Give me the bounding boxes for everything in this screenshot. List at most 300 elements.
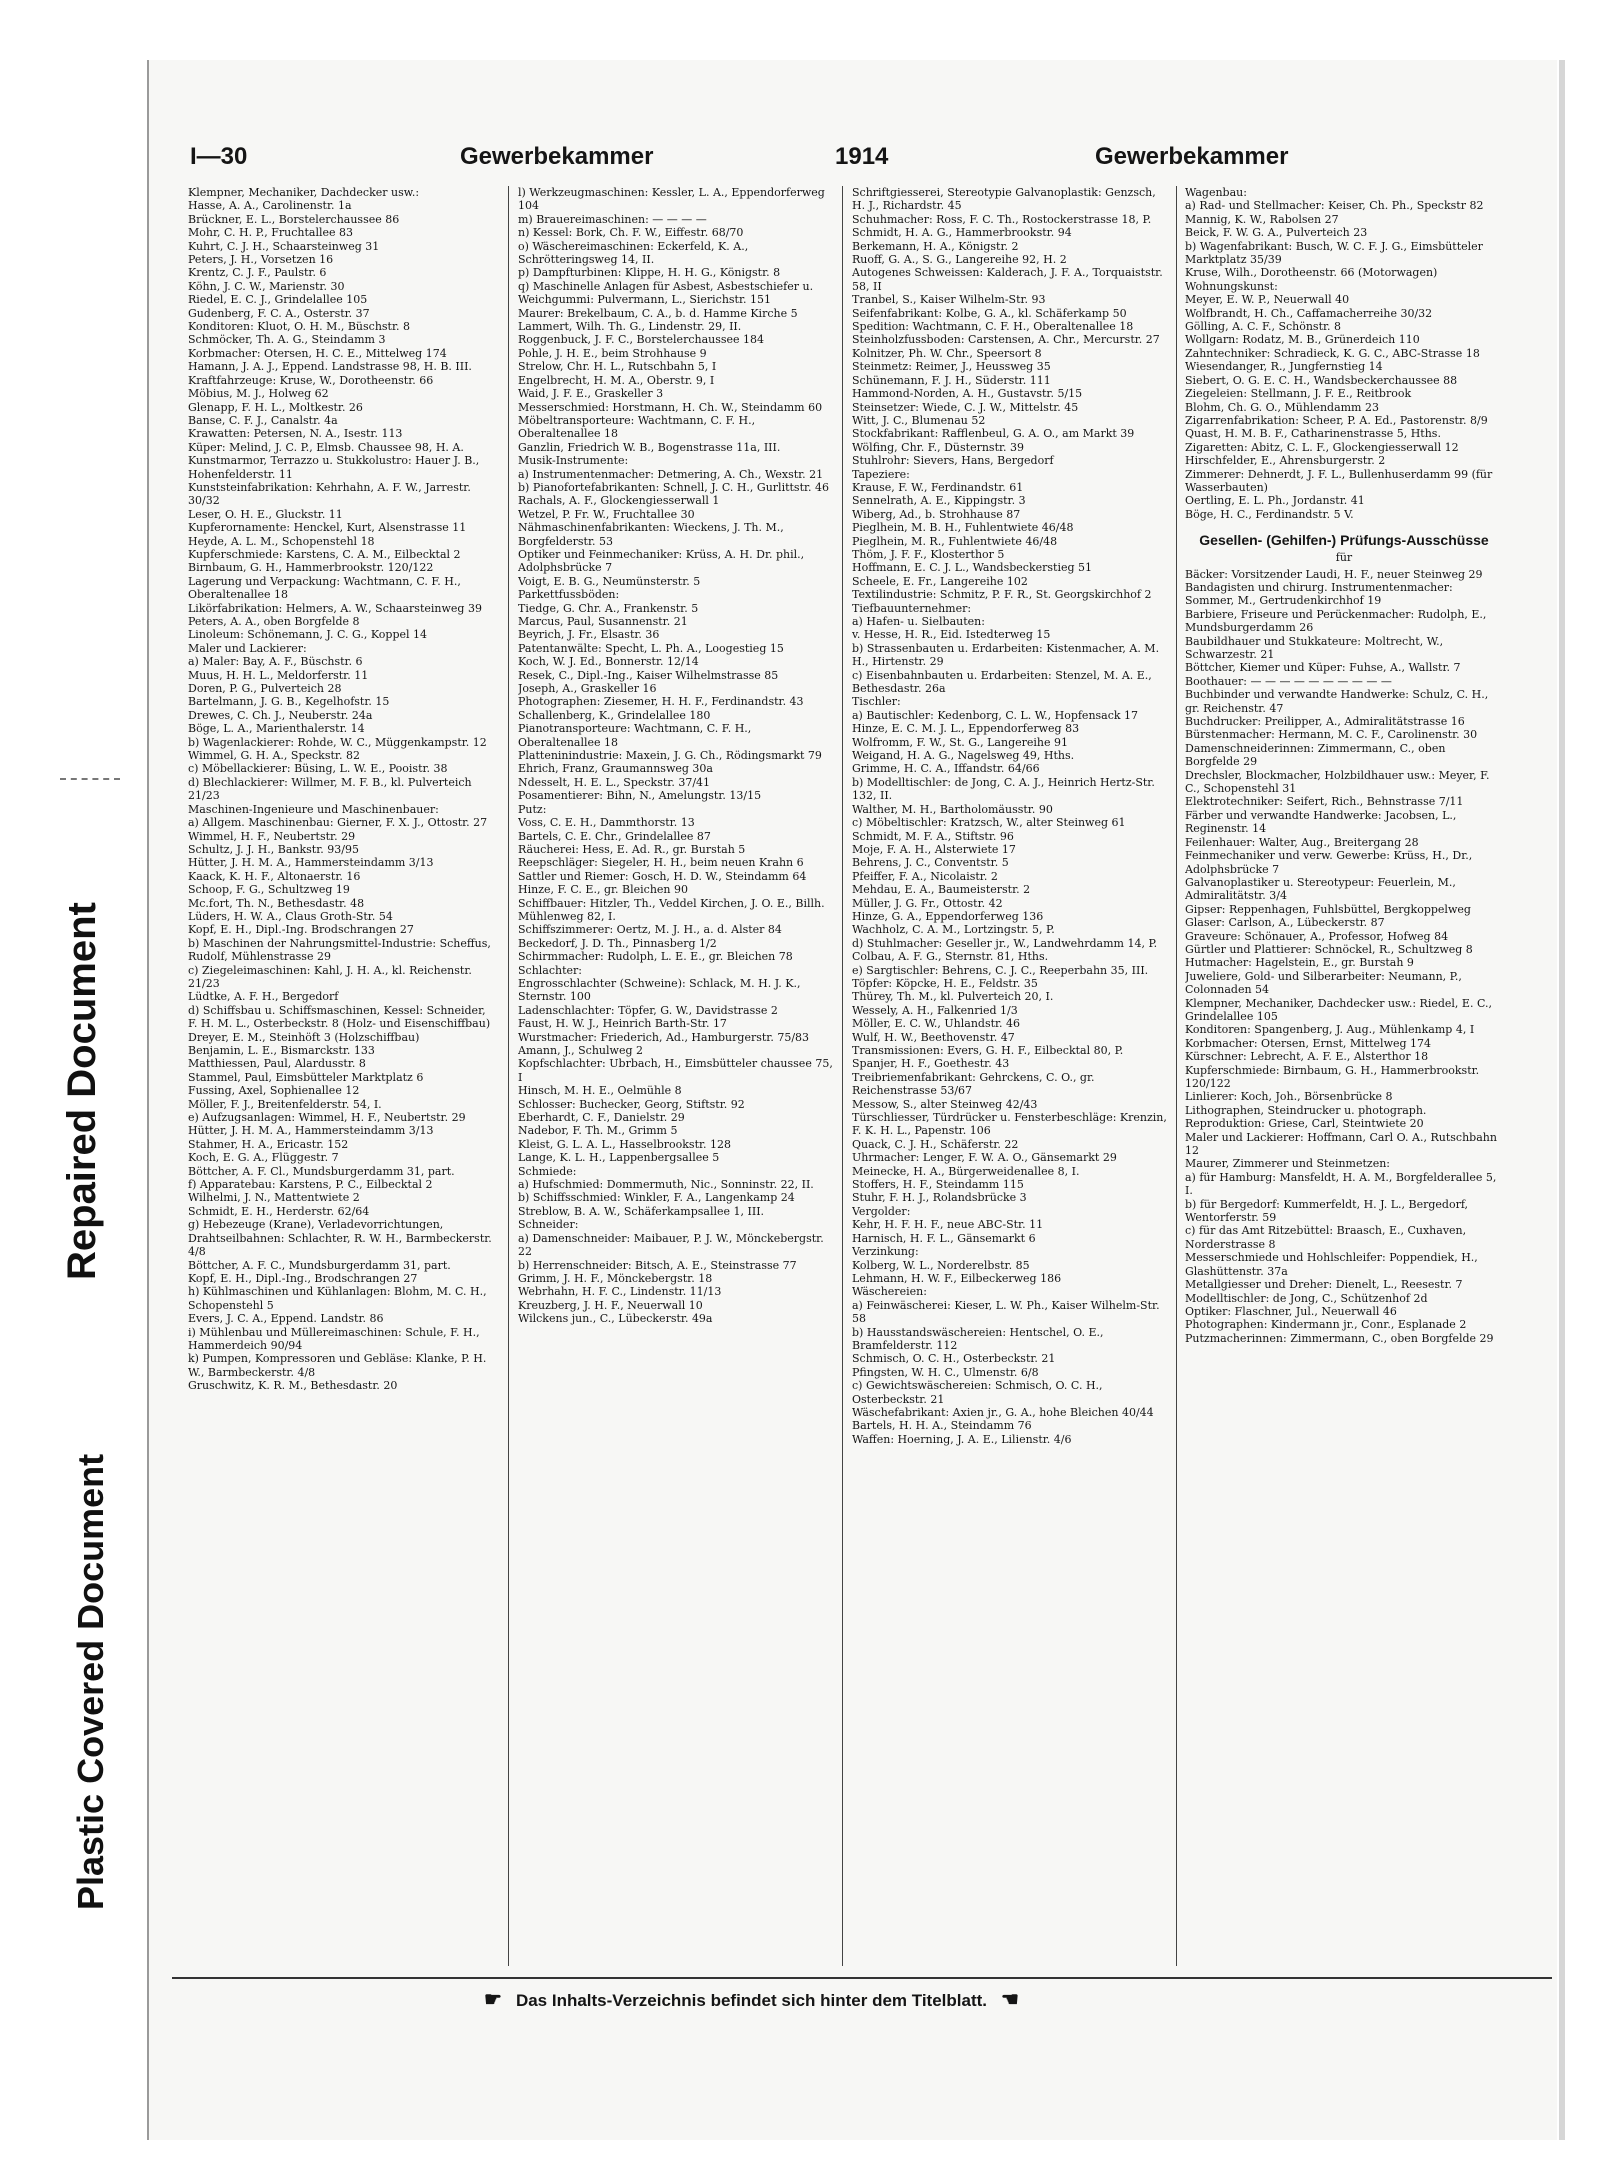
directory-entry: Zahntechniker: Schradieck, K. G. C., ABC-Strasse 18: [1185, 346, 1480, 360]
directory-entry: b) Schiffsschmied: Winkler, F. A., Langenkamp 24: [518, 1191, 795, 1205]
directory-entry: Wohnungskunst:: [1185, 279, 1278, 293]
directory-entry: Strelow, Chr. H. L., Rutschbahn 5, I: [518, 360, 717, 374]
footer-note: [470, 1987, 1033, 2012]
directory-entry: Vergolder:: [852, 1204, 911, 1218]
directory-entry: Schirmmacher: Rudolph, L. E. E., gr. Bleichen 78: [518, 950, 793, 964]
directory-entry: Lammert, Wilh. Th. G., Lindenstr. 29, II.: [518, 320, 742, 334]
directory-entry: c) Möbeltischler: Kratzsch, W., alter Steinweg 61: [852, 816, 1126, 830]
directory-entry: Kopf, E. H., Dipl.-Ing. Brodschrangen 27: [188, 923, 414, 937]
directory-entry: Kraftfahrzeuge: Kruse, W., Dorotheenstr. 66: [188, 373, 434, 387]
directory-entry: Stuhlrohr: Sievers, Hans, Bergedorf: [852, 454, 1054, 468]
directory-entry: Dreyer, E. M., Steinhöft 3 (Holzschiffbau): [188, 1030, 420, 1044]
directory-entry: Hirschfelder, E., Ahrensburgerstr. 2: [1185, 454, 1386, 468]
directory-entry: Böttcher, A. F. Cl., Mundsburgerdamm 31, part.: [188, 1164, 455, 1178]
header-left-title: Gewerbekammer: [460, 143, 654, 170]
directory-entry: Sattler und Riemer: Gosch, H. D. W., Steindamm 64: [518, 869, 807, 883]
directory-entry: Treibriemenfabrikant: Gehrckens, C. O., gr. Reichenstrasse 53/67: [852, 1070, 1095, 1098]
directory-entry: Muus, H. H. L., Meldorferstr. 11: [188, 668, 369, 682]
directory-entry: Pohle, J. H. E., beim Strohhause 9: [518, 346, 707, 360]
directory-entry: Rachals, A. F., Glockengiesserwall 1: [518, 494, 720, 508]
directory-entry: Grimme, H. C. A., Iffandstr. 64/66: [852, 762, 1040, 776]
directory-entry: Fussing, Axel, Sophienallee 12: [188, 1084, 360, 1098]
pointing-hand-icon: ☛: [484, 1989, 502, 2011]
side-labels: [60, 780, 130, 1920]
directory-entry: Konditoren: Spangenberg, J. Aug., Mühlenkamp 4, I: [1185, 1023, 1475, 1037]
directory-entry: Hamann, J. A. J., Eppend. Landstrasse 98, H. B. III.: [188, 360, 472, 374]
directory-entry: Wilhelmi, J. N., Mattentwiete 2: [188, 1191, 360, 1205]
directory-entry: Voigt, E. B. G., Neumünsterstr. 5: [518, 574, 701, 588]
directory-entry: Gudenberg, F. C. A., Osterstr. 37: [188, 306, 370, 320]
column-3: [852, 186, 1167, 1966]
pointing-hand-icon: ☚: [1001, 1989, 1019, 2011]
directory-entry: Baubildhauer und Stukkateure: Moltrecht, W., Schwarzestr. 21: [1185, 634, 1444, 661]
directory-entry: Kuhrt, C. J. H., Schaarsteinweg 31: [188, 239, 380, 253]
column-rule: [1176, 186, 1177, 1966]
directory-entry: b) Herrenschneider: Bitsch, A. E., Steinstrasse 77: [518, 1258, 797, 1272]
directory-entry: Hinze, G. A., Eppendorferweg 136: [852, 909, 1044, 923]
directory-entry: Maler und Lackierer: Hoffmann, Carl O. A., Rutschbahn 12: [1185, 1130, 1497, 1158]
directory-entry: Ladenschlachter: Töpfer, G. W., Davidstrasse 2: [518, 1003, 778, 1017]
directory-entry: Webrhahn, H. F. C., Lindenstr. 11/13: [518, 1285, 722, 1299]
directory-entry: Zigaretten: Abitz, C. L. F., Glockengiesserwall 12: [1185, 440, 1459, 454]
directory-entry: Messow, S., alter Steinweg 42/43: [852, 1097, 1038, 1111]
directory-entry: Wiesendanger, R., Jungfernstieg 14: [1185, 360, 1383, 374]
directory-entry: Marcus, Paul, Susannenstr. 21: [518, 615, 688, 628]
directory-entry: Wolfromm, F. W., St. G., Langereihe 91: [852, 735, 1068, 749]
directory-entry: Lüders, H. W. A., Claus Groth-Str. 54: [188, 909, 393, 923]
directory-entry: Colbau, A. F. G., Sternstr. 81, Hths.: [852, 950, 1049, 964]
directory-entry: Korbmacher: Otersen, H. C. E., Mittelweg 174: [188, 346, 447, 360]
directory-entry: Glaser: Carlson, A., Lübeckerstr. 87: [1185, 916, 1385, 930]
directory-entry: Tischler:: [852, 695, 901, 709]
directory-entry: Bartels, H. H. A., Steindamm 76: [852, 1419, 1032, 1433]
directory-entry: Siebert, O. G. E. C. H., Wandsbeckerchaussee 88: [1185, 373, 1458, 387]
section-subtitle: für: [1335, 551, 1353, 565]
footer-text: Das Inhalts-Verzeichnis befindet sich hinter dem Titelblatt.: [515, 1991, 988, 2010]
column-2: [518, 186, 833, 1966]
directory-entry: Lange, K. L. H., Lappenbergsallee 5: [518, 1151, 720, 1165]
directory-entry: Platteninindustrie: Maxein, J. G. Ch., Rödingsmarkt 79: [518, 749, 822, 763]
directory-entry: Oertling, E. L. Ph., Jordanstr. 41: [1185, 494, 1365, 508]
directory-entry: Weigand, H. A. G., Nagelsweg 49, Hths.: [852, 749, 1075, 763]
header-year: 1914: [835, 143, 889, 170]
directory-entry: Resek, C., Dipl.-Ing., Kaiser Wilhelmstrasse 85: [518, 668, 779, 682]
directory-entry: Kolberg, W. L., Norderelbstr. 85: [852, 1258, 1030, 1272]
directory-entry: Schmöcker, Th. A. G., Steindamm 3: [188, 333, 386, 347]
directory-entry: Lehmann, H. W. F., Eilbeckerweg 186: [852, 1271, 1062, 1285]
directory-entry: Linoleum: Schönemann, J. C. G., Koppel 14: [188, 628, 428, 642]
directory-entry: Eberhardt, C. F., Danielstr. 29: [518, 1111, 685, 1125]
directory-entry: Optiker: Flaschner, Jul., Neuerwall 46: [1185, 1304, 1397, 1318]
column-rule: [508, 186, 509, 1966]
directory-entry: b) Wagenlackierer: Rohde, W. C., Müggenkampstr. 12: [188, 735, 487, 749]
section-title: Gesellen- (Gehilfen-) Prüfungs-Ausschüsse: [1199, 532, 1489, 549]
directory-entry: Barbiere, Friseure und Perückenmacher: Rudolph, E., Mundsburgerdamm 26: [1185, 607, 1487, 635]
directory-entry: Bartels, C. E. Chr., Grindelallee 87: [518, 829, 711, 843]
directory-entry: Photographen: Kindermann jr., Conr., Esplanade 2: [1185, 1318, 1467, 1332]
directory-entry: Beckedorf, J. D. Th., Pinnasberg 1/2: [518, 936, 717, 950]
directory-entry: Peters, J. H., Vorsetzen 16: [188, 253, 334, 267]
directory-entry: Hinsch, M. H. E., Oelmühle 8: [518, 1084, 682, 1098]
directory-entry: c) Eisenbahnbauten u. Erdarbeiten: Stenzel, M. A. E., Bethesdastr. 26a: [852, 668, 1152, 696]
directory-entry: Tiedge, G. Chr. A., Frankenstr. 5: [518, 601, 699, 615]
directory-entry: n) Kessel: Bork, Ch. F. W., Eiffestr. 68/70: [518, 226, 744, 240]
directory-entry: b) Pianofortefabrikanten: Schnell, J. C. H., Gurlittstr. 46: [518, 480, 830, 494]
directory-entry: Putzmacherinnen: Zimmermann, C., oben Borgfelde 29: [1185, 1331, 1494, 1345]
directory-entry: Stahmer, H. A., Ericastr. 152: [188, 1137, 349, 1151]
directory-entry: Metallgiesser und Dreher: Dienelt, L., Reesestr. 7: [1185, 1278, 1463, 1292]
directory-entry: Möller, F. J., Breitenfelderstr. 54, I.: [188, 1097, 382, 1111]
directory-entry: Wolfbrandt, H. Ch., Caffamacherreihe 30/32: [1185, 306, 1433, 320]
directory-entry: Bartelmann, J. G. B., Kegelhofstr. 15: [188, 695, 390, 709]
directory-entry: Krentz, C. J. F., Paulstr. 6: [188, 266, 327, 280]
directory-entry: Blohm, Ch. G. O., Mühlendamm 23: [1185, 400, 1379, 414]
scan-divider-mark: [60, 778, 120, 780]
directory-entry: Hütter, J. H. M. A., Hammersteindamm 3/13: [188, 1124, 434, 1138]
directory-entry: Stammel, Paul, Eimsbütteler Marktplatz 6: [188, 1070, 424, 1084]
directory-entry: Türschliesser, Türdrücker u. Fensterbeschläge: Krenzin, F. K. H. L., Papenstr. 106: [852, 1111, 1167, 1138]
directory-entry: Nähmaschinenfabrikanten: Wieckens, J. Th. M., Borgfelderstr. 53: [518, 521, 784, 548]
directory-entry: Meyer, E. W. P., Neuerwall 40: [1185, 293, 1350, 307]
directory-entry: Textilindustrie: Schmitz, P. F. R., St. Georgskirchhof 2: [852, 588, 1152, 602]
directory-entry: Mc.fort, Th. N., Bethesdastr. 48: [188, 896, 365, 910]
directory-entry: Hoffmann, E. C. J. L., Wandsbeckerstieg 51: [852, 561, 1093, 575]
directory-entry: Kupferornamente: Henckel, Kurt, Alsenstrasse 11: [188, 521, 467, 535]
directory-entry: Schiffbauer: Hitzler, Th., Veddel Kirchen, J. O. E., Billh. Mühlenweg 82, I.: [518, 896, 825, 923]
directory-entry: Engelbrecht, H. M. A., Oberstr. 9, I: [518, 373, 715, 387]
directory-entry: o) Wäschereimaschinen: Eckerfeld, K. A., Schrötteringsweg 14, II.: [518, 239, 749, 267]
directory-entry: p) Dampfturbinen: Klippe, H. H. G., Königstr. 8: [518, 266, 781, 280]
directory-entry: Stoffers, H. F., Steindamm 115: [852, 1178, 1024, 1192]
directory-entry: v. Hesse, H. R., Eid. Istedterweg 15: [852, 628, 1051, 642]
column-rule: [842, 186, 843, 1966]
directory-entry: Ziegeleien: Stellmann, J. F. E., Reitbrook: [1185, 387, 1412, 401]
directory-entry: b) Wagenfabrikant: Busch, W. C. F. J. G., Eimsbütteler Marktplatz 35/39: [1185, 239, 1483, 267]
directory-entry: Tapeziere:: [852, 467, 910, 481]
directory-entry: b) Hausstandswäschereien: Hentschel, O. E., Bramfelderstr. 112: [852, 1325, 1104, 1352]
directory-entry: Autogenes Schweissen: Kalderach, J. F. A., Torquaiststr. 58, II: [852, 266, 1163, 293]
directory-entry: f) Apparatebau: Karstens, P. C., Eilbecktal 2: [188, 1178, 433, 1192]
directory-entry: Ndesselt, H. E. L., Speckstr. 37/41: [518, 775, 711, 789]
directory-entry: Witt, J. C., Blumenau 52: [852, 413, 986, 427]
directory-entry: Hinze, F. C. E., gr. Bleichen 90: [518, 883, 688, 897]
directory-entry: Pfeiffer, F. A., Nicolaistr. 2: [852, 869, 998, 883]
directory-entry: Roggenbuck, J. F. C., Borstelerchaussee 184: [518, 333, 765, 347]
directory-entry: b) für Bergedorf: Kummerfeldt, H. J. L., Bergedorf, Wentorferstr. 59: [1185, 1197, 1469, 1225]
directory-entry: Spedition: Wachtmann, C. F. H., Oberaltenallee 18: [852, 320, 1134, 334]
directory-entry: Stockfabrikant: Rafflenbeul, G. A. O., am Markt 39: [852, 427, 1135, 441]
directory-entry: Glenapp, F. H. L., Moltkestr. 26: [188, 400, 363, 414]
directory-entry: Spanjer, H. F., Goethestr. 43: [852, 1057, 1010, 1071]
directory-entry: Matthiessen, Paul, Alardusstr. 8: [188, 1057, 366, 1071]
directory-entry: Zimmerer: Dehnerdt, J. F. L., Bullenhuserdamm 99 (für Wasserbauten): [1185, 467, 1493, 494]
directory-entry: Harnisch, H. F. L., Gänsemarkt 6: [852, 1231, 1036, 1245]
directory-entry: b) Maschinen der Nahrungsmittel-Industrie: Scheffus, Rudolf, Mühlenstrasse 29: [188, 936, 491, 964]
directory-entry: a) für Hamburg: Mansfeldt, H. A. M., Borgfelderallee 5, I.: [1185, 1170, 1497, 1198]
directory-entry: Wachholz, C. A. M., Lortzingstr. 5, P.: [852, 923, 1055, 937]
directory-entry: Moje, F. A. H., Alsterwiete 17: [852, 842, 1016, 856]
directory-entry: Ganzlin, Friedrich W. B., Bogenstrasse 11a, III.: [518, 440, 781, 454]
directory-entry: Quack, C. J. H., Schäferstr. 22: [852, 1137, 1019, 1151]
directory-entry: Wulf, H. W., Beethovenstr. 47: [852, 1030, 1015, 1044]
directory-entry: Kehr, H. F. H. F., neue ABC-Str. 11: [852, 1218, 1044, 1232]
directory-entry: Verzinkung:: [852, 1245, 919, 1259]
directory-entry: Kopf, E. H., Dipl.-Ing., Brodschrangen 27: [188, 1271, 418, 1285]
directory-entry: Ehrich, Franz, Graumannsweg 30a: [518, 762, 713, 776]
directory-entry: Steinsetzer: Wiede, C. J. W., Mittelstr. 45: [852, 400, 1079, 414]
directory-entry: Thöm, J. F. F., Klosterthor 5: [852, 547, 1005, 561]
directory-entry: Tiefbauunternehmer:: [852, 601, 972, 615]
directory-entry: Schallenberg, K., Grindelallee 180: [518, 708, 711, 722]
directory-entry: Schoop, F. G., Schultzweg 19: [188, 883, 350, 897]
page-number: I—30: [190, 143, 248, 170]
directory-entry: Engrosschlachter (Schweine): Schlack, M. H. J. K., Sternstr. 100: [518, 976, 801, 1004]
directory-entry: Benjamin, L. E., Bismarckstr. 133: [188, 1044, 375, 1057]
directory-entry: Wimmel, G. H. A., Speckstr. 82: [188, 749, 360, 763]
directory-entry: Reepschläger: Siegeler, H. H., beim neuen Krahn 6: [518, 856, 804, 870]
directory-entry: Hutmacher: Hagelstein, E., gr. Burstah 9: [1185, 956, 1414, 970]
directory-entry: Wäschefabrikant: Axien jr., G. A., hohe Bleichen 40/44: [852, 1405, 1154, 1419]
directory-entry: Wagenbau:: [1185, 186, 1247, 199]
directory-entry: Krause, F. W., Ferdinandstr. 61: [852, 480, 1024, 494]
directory-entry: Kunststeinfabrikation: Kehrhahn, A. F. W., Jarrestr. 30/32: [188, 480, 471, 508]
directory-entry: Schmidt, M. F. A., Stiftstr. 96: [852, 829, 1014, 843]
directory-entry: a) Hafen- u. Sielbauten:: [852, 615, 985, 628]
plastic-covered-document-label: Plastic Covered Document: [70, 1453, 111, 1910]
directory-entry: Bandagisten und chirurg. Instrumentenmacher: Sommer, M., Gertrudenkirchhof 19: [1185, 580, 1453, 608]
directory-entry: Brückner, E. L., Borstelerchaussee 86: [188, 212, 400, 226]
directory-entry: a) Instrumentenmacher: Detmering, A. Ch., Wexstr. 21: [518, 467, 824, 481]
directory-entry: Gölling, A. C. F., Schönstr. 8: [1185, 320, 1342, 334]
directory-entry: Hinze, E. C. M. J. L., Eppendorferweg 83: [852, 722, 1080, 736]
directory-entry: Mohr, C. H. P., Fruchtallee 83: [188, 226, 354, 240]
directory-entry: Feinmechaniker und verw. Gewerbe: Krüss, H., Dr., Adolphsbrücke 7: [1185, 849, 1473, 876]
directory-entry: Drechsler, Blockmacher, Holzbildhauer usw.: Meyer, F. C., Schopenstehl 31: [1185, 768, 1490, 796]
column-4: [1185, 186, 1503, 1966]
directory-entry: Möller, E. C. W., Uhlandstr. 46: [852, 1017, 1021, 1031]
directory-entry: Möbeltransporteure: Wachtmann, C. F. H., Oberaltenallee 18: [518, 413, 756, 441]
directory-entry: Meinecke, H. A., Bürgerweidenallee 8, I.: [852, 1164, 1080, 1178]
directory-entry: Pfingsten, W. H. C., Ulmenstr. 6/8: [852, 1365, 1039, 1379]
directory-entry: a) Allgem. Maschinenbau: Gierner, F. X. J., Ottostr. 27: [188, 816, 488, 830]
directory-entry: Kunstmarmor, Terrazzo u. Stukkolustro: Hauer J. B., Hohenfelderstr. 11: [188, 454, 480, 481]
directory-entry: Klempner, Mechaniker, Dachdecker usw.: Riedel, E. C., Grindelallee 105: [1185, 996, 1492, 1023]
directory-entry: Feilenhauer: Walter, Aug., Breitergang 28: [1185, 835, 1419, 849]
directory-entry: Putz:: [518, 802, 547, 816]
directory-entry: Wessely, A. H., Falkenried 1/3: [852, 1003, 1018, 1017]
directory-entry: Kreuzberg, J. H. F., Neuerwall 10: [518, 1298, 703, 1312]
directory-entry: Likörfabrikation: Helmers, A. W., Schaarsteinweg 39: [188, 601, 482, 615]
directory-entry: Walther, M. H., Bartholomäusstr. 90: [852, 802, 1053, 816]
directory-entry: Wollgarn: Rodatz, M. B., Grünerdeich 110: [1185, 333, 1420, 347]
directory-entry: Wäschereien:: [852, 1285, 927, 1299]
directory-entry: Leser, O. H. E., Gluckstr. 11: [188, 507, 343, 521]
directory-entry: Koch, E. G. A., Flüggestr. 7: [188, 1151, 339, 1165]
directory-entry: Korbmacher: Otersen, Ernst, Mittelweg 174: [1185, 1036, 1432, 1050]
directory-entry: a) Maler: Bay, A. F., Büschstr. 6: [188, 655, 363, 669]
directory-entry: Kolnitzer, Ph. W. Chr., Speersort 8: [852, 346, 1042, 360]
directory-entry: Möbius, M. J., Holweg 62: [188, 387, 329, 401]
column-1: [188, 186, 498, 1966]
directory-entry: Behrens, J. C., Conventstr. 5: [852, 856, 1009, 870]
directory-entry: Mehdau, E. A., Baumeisterstr. 2: [852, 883, 1031, 897]
directory-entry: Wilckens jun., C., Lübeckerstr. 49a: [518, 1312, 713, 1326]
directory-entry: c) Ziegeleimaschinen: Kahl, J. H. A., kl. Reichenstr. 21/23: [188, 963, 472, 990]
directory-entry: Schlosser: Buchecker, Georg, Stiftstr. 92: [518, 1097, 745, 1111]
directory-entry: Kupferschmiede: Birnbaum, G. H., Hammerbrookstr. 120/122: [1185, 1063, 1480, 1090]
directory-entry: Optiker und Feinmechaniker: Krüss, A. H. Dr. phil., Adolphsbrücke 7: [518, 547, 805, 575]
directory-entry: Wiberg, Ad., b. Strohhause 87: [852, 507, 1021, 521]
directory-entry: Juweliere, Gold- und Silberarbeiter: Neumann, P., Colonnaden 54: [1185, 969, 1462, 997]
directory-entry: Schlachter:: [518, 963, 582, 977]
directory-entry: Kopfschlachter: Ubrbach, H., Eimsbütteler chaussee 75, I: [518, 1057, 833, 1084]
directory-entry: Köhn, J. C. W., Marienstr. 30: [188, 279, 345, 293]
directory-entry: q) Maschinelle Anlagen für Asbest, Asbestschiefer u. Weichgummi: Pulvermann, L., Sierichstr. 151: [518, 279, 814, 307]
directory-entry: Messerschmied: Horstmann, H. Ch. W., Steindamm 60: [518, 400, 823, 414]
directory-entry: a) Feinwäscherei: Kieser, L. W. Ph., Kaiser Wilhelm-Str. 58: [852, 1298, 1160, 1326]
directory-entry: Hütter, J. H. M. A., Hammersteindamm 3/13: [188, 856, 434, 870]
directory-entry: Lüdtke, A. F. H., Bergedorf: [188, 990, 339, 1004]
directory-entry: b) Strassenbauten u. Erdarbeiten: Kistenmacher, A. M. H., Hirtenstr. 29: [852, 641, 1160, 669]
directory-entry: Thürey, Th. M., kl. Pulverteich 20, I.: [852, 990, 1054, 1004]
directory-entry: Buchbinder und verwandte Handwerke: Schulz, C. H., gr. Reichenstr. 47: [1185, 688, 1489, 715]
directory-entry: a) Hufschmied: Dommermuth, Nic., Sonninstr. 22, II.: [518, 1178, 814, 1192]
directory-entry: Töpfer: Köpcke, H. E., Feldstr. 35: [852, 976, 1038, 990]
directory-entry: i) Mühlenbau und Müllereimaschinen: Schule, F. H., Hammerdeich 90/94: [188, 1325, 480, 1352]
directory-entry: Hasse, A. A., Carolinenstr. 1a: [188, 199, 352, 213]
directory-entry: e) Sargtischler: Behrens, C. J. C., Reeperbahn 35, III.: [852, 963, 1149, 977]
directory-entry: Modelltischler: de Jong, C., Schützenhof 2d: [1185, 1291, 1428, 1305]
directory-entry: Buchdrucker: Preilipper, A., Admiralitätstrasse 16: [1185, 715, 1465, 729]
directory-entry: Transmissionen: Evers, G. H. F., Eilbecktal 80, P.: [852, 1044, 1124, 1057]
directory-entry: Müller, J. G. Fr., Ottostr. 42: [852, 896, 1003, 910]
directory-entry: Damenschneiderinnen: Zimmermann, C., oben Borgfelde 29: [1185, 741, 1446, 769]
directory-entry: Maurer: Brekelbaum, C. A., b. d. Hamme Kirche 5: [518, 306, 798, 320]
directory-entry: Kleist, G. L. A. L., Hasselbrookstr. 128: [518, 1137, 732, 1151]
directory-entry: Maschinen-Ingenieure und Maschinenbauer:: [188, 802, 439, 816]
directory-entry: c) Möbellackierer: Büsing, L. W. E., Pooistr. 38: [188, 762, 448, 776]
directory-entry: Berkemann, H. A., Königstr. 2: [852, 239, 1019, 253]
directory-entry: h) Kühlmaschinen und Kühlanlagen: Blohm, M. C. H., Schopenstehl 5: [188, 1285, 487, 1312]
directory-entry: Lagerung und Verpackung: Wachtmann, C. F. H., Oberaltenallee 18: [188, 574, 461, 602]
footer-rule: [172, 1977, 1552, 1979]
directory-entry: Grimm, J. H. F., Mönckebergstr. 18: [518, 1271, 713, 1285]
directory-entry: Messerschmiede und Hohlschleifer: Poppendiek, H., Glashüttenstr. 37a: [1185, 1251, 1478, 1278]
directory-entry: Kupferschmiede: Karstens, C. A. M., Eilbecktal 2: [188, 547, 461, 561]
directory-entry: Schneider:: [518, 1218, 579, 1232]
directory-entry: Wimmel, H. F., Neubertstr. 29: [188, 829, 356, 843]
directory-entry: Steinholzfussboden: Carstensen, A. Chr., Mercurstr. 27: [852, 333, 1160, 347]
directory-entry: Stuhr, F. H. J., Rolandsbrücke 3: [852, 1191, 1027, 1205]
directory-entry: c) für das Amt Ritzebüttel: Braasch, E., Cuxhaven, Norderstrasse 8: [1185, 1224, 1467, 1251]
directory-entry: Sennelrath, A. E., Kippingstr. 3: [852, 494, 1026, 508]
directory-entry: a) Rad- und Stellmacher: Keiser, Ch. Ph., Speckstr 82: [1185, 199, 1484, 213]
directory-entry: Gipser: Reppenhagen, Fuhlsbüttel, Bergkoppelweg: [1185, 902, 1471, 916]
directory-entry: Maurer, Zimmerer und Steinmetzen:: [1185, 1157, 1391, 1171]
directory-entry: Steinmetz: Reimer, J., Heussweg 35: [852, 360, 1051, 374]
directory-entry: Boothauer: — — — — — — — — — —: [1185, 674, 1392, 688]
directory-entry: Küper: Melind, J. C. P., Elmsb. Chaussee 98, H. A.: [188, 440, 464, 454]
directory-entry: Böge, L. A., Marienthalerstr. 14: [188, 722, 365, 736]
directory-entry: e) Aufzugsanlagen: Wimmel, H. F., Neubertstr. 29: [188, 1111, 466, 1125]
directory-entry: Schuhmacher: Ross, F. C. Th., Rostockerstrasse 18, P.: [852, 212, 1152, 226]
directory-entry: b) Modelltischler: de Jong, C. A. J., Heinrich Hertz-Str. 132, II.: [852, 775, 1155, 803]
directory-entry: Streblow, B. A. W., Schäferkampsallee 1, III.: [518, 1204, 765, 1218]
directory-entry: Koch, W. J. Ed., Bonnerstr. 12/14: [518, 655, 699, 669]
directory-entry: Evers, J. C. A., Eppend. Landstr. 86: [188, 1312, 384, 1326]
directory-entry: Linlierer: Koch, Joh., Börsenbrücke 8: [1185, 1090, 1393, 1104]
directory-entry: Birnbaum, G. H., Hammerbrookstr. 120/122: [188, 561, 434, 575]
directory-entry: Schiffszimmerer: Oertz, M. J. H., a. d. Alster 84: [518, 923, 782, 937]
directory-entry: Faust, H. W. J., Heinrich Barth-Str. 17: [518, 1017, 727, 1031]
repaired-document-label: Repaired Document: [60, 902, 104, 1280]
directory-entry: Nadebor, F. Th. M., Grimm 5: [518, 1124, 678, 1138]
directory-entry: Banse, C. F. J., Canalstr. 4a: [188, 413, 338, 427]
directory-entry: Böge, H. C., Ferdinandstr. 5 V.: [1185, 507, 1354, 521]
directory-entry: a) Bautischler: Kedenborg, C. L. W., Hopfensack 17: [852, 708, 1139, 722]
directory-entry: Tranbel, S., Kaiser Wilhelm-Str. 93: [852, 293, 1046, 307]
directory-entry: Bäcker: Vorsitzender Laudi, H. F., neuer Steinweg 29: [1185, 567, 1483, 581]
directory-entry: Parkettfussböden:: [518, 588, 620, 602]
directory-entry: Drewes, C. Ch. J., Neuberstr. 24a: [188, 708, 373, 722]
directory-entry: k) Pumpen, Kompressoren und Gebläse: Klanke, P. H. W., Barmbeckerstr. 4/8: [188, 1352, 487, 1379]
directory-entry: Krawatten: Petersen, N. A., Isestr. 113: [188, 427, 403, 441]
directory-entry: Böttcher, A. F. C., Mundsburgerdamm 31, part.: [188, 1258, 451, 1272]
directory-entry: Gürtler und Plattierer: Schnöckel, R., Schultzweg 8: [1185, 942, 1473, 956]
directory-entry: Photographen: Ziesemer, H. H. F., Ferdinandstr. 43: [518, 695, 804, 709]
directory-entry: Patentanwälte: Specht, L. Ph. A., Loogestieg 15: [518, 641, 784, 655]
header-right-title: Gewerbekammer: [1095, 143, 1289, 170]
directory-entry: Schultz, J. J. H., Bankstr. 93/95: [188, 842, 359, 856]
directory-entry: Musik-Instrumente:: [518, 454, 629, 468]
directory-entry: Bürstenmacher: Hermann, M. C. F., Carolinenstr. 30: [1185, 728, 1478, 742]
directory-entry: Räucherei: Hess, E. Ad. R., gr. Burstah 5: [518, 842, 746, 856]
directory-entry: Peters, A. A., oben Borgfelde 8: [188, 615, 360, 628]
directory-entry: Konditoren: Kluot, O. H. M., Büschstr. 8: [188, 320, 411, 334]
directory-entry: Pieglhein, M. R., Fuhlentwiete 46/48: [852, 534, 1058, 548]
directory-entry: l) Werkzeugmaschinen: Kessler, L. A., Eppendorferweg 104: [518, 186, 825, 213]
directory-entry: Kürschner: Lebrecht, A. F. E., Alsterthor 18: [1185, 1050, 1429, 1064]
directory-entry: Galvanoplastiker u. Stereotypeur: Feuerlein, M., Admiralitätstr. 3/4: [1185, 875, 1456, 903]
directory-entry: Beyrich, J. Fr., Elsastr. 36: [518, 628, 660, 642]
directory-entry: Schriftgiesserei, Stereotypie Galvanoplastik: Genzsch, H. J., Richardstr. 45: [852, 186, 1156, 213]
directory-entry: Schmisch, O. C. H., Osterbeckstr. 21: [852, 1352, 1056, 1366]
directory-entry: Riedel, E. C. J., Grindelallee 105: [188, 293, 368, 307]
directory-entry: Kaack, K. H. F., Altonaerstr. 16: [188, 869, 361, 883]
directory-entry: Lithographen, Steindrucker u. photograph. Reproduktion: Griese, Carl, Steintwiete 20: [1185, 1103, 1427, 1131]
directory-entry: Maler und Lackierer:: [188, 641, 307, 655]
directory-entry: Mannig, K. W., Rabolsen 27: [1185, 212, 1339, 226]
directory-entry: Schmiede:: [518, 1164, 577, 1178]
directory-entry: Quast, H. M. B. F., Catharinenstrasse 5, Hths.: [1185, 427, 1441, 441]
directory-entry: Pieglhein, M. B. H., Fuhlentwiete 46/48: [852, 521, 1074, 535]
directory-entry: Schmidt, E. H., Herderstr. 62/64: [188, 1204, 370, 1218]
directory-entry: c) Gewichtswäschereien: Schmisch, O. C. H., Osterbeckstr. 21: [852, 1379, 1103, 1406]
directory-entry: Kruse, Wilh., Dorotheenstr. 66 (Motorwagen): [1185, 266, 1438, 280]
directory-entry: Joseph, A., Graskeller 16: [518, 682, 657, 696]
directory-entry: Böttcher, Kiemer und Küper: Fuhse, A., Wallstr. 7: [1185, 661, 1461, 675]
directory-entry: Amann, J., Schulweg 2: [518, 1044, 643, 1057]
directory-entry: Waffen: Hoerning, J. A. E., Lilienstr. 4/6: [852, 1432, 1072, 1446]
directory-entry: Pianotransporteure: Wachtmann, C. F. H., Oberaltenallee 18: [518, 722, 752, 749]
directory-entry: Schmidt, H. A. G., Hammerbrookstr. 94: [852, 226, 1072, 240]
directory-entry: g) Hebezeuge (Krane), Verladevorrichtungen, Drahtseilbahnen: Schlachter, R. W. H., Barmbeckerstr. 4/8: [188, 1218, 492, 1259]
directory-entry: Elektrotechniker: Seifert, Rich., Behnstrasse 7/11: [1185, 795, 1464, 809]
directory-entry: Posamentierer: Bihn, N., Amelungstr. 13/15: [518, 789, 762, 803]
directory-entry: Hammond-Norden, A. H., Gustavstr. 5/15: [852, 387, 1083, 401]
directory-entry: Uhrmacher: Lenger, F. W. A. O., Gänsemarkt 29: [852, 1151, 1117, 1165]
directory-entry: Schünemann, F. J. H., Süderstr. 111: [852, 373, 1051, 387]
